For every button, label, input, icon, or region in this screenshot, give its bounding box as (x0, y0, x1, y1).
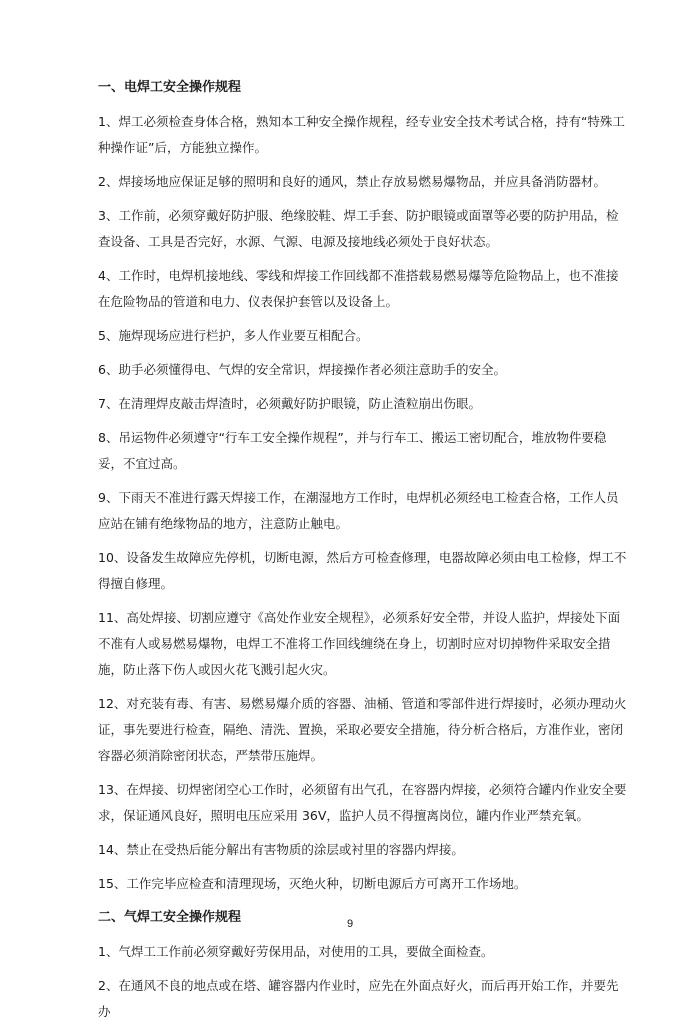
rule-item: 4、工作时，电焊机接地线、零线和焊接工作回线都不准搭载易燃易爆等危险物品上，也不准接在危险物品的管道和电力、仪表保护套管以及设备上。 (98, 268, 619, 309)
section-heading-gas-welding: 二、气焊工安全操作规程 (98, 910, 242, 925)
rule-item: 5、施焊现场应进行栏护，多人作业要互相配合。 (98, 328, 369, 343)
rule-item: 9、下雨天不准进行露天焊接工作，在潮湿地方工作时，电焊机必须经电工检查合格，工作人员应站在铺有绝缘物品的地方，注意防止触电。 (98, 490, 619, 531)
rule-item: 2、在通风不良的地点或在塔、罐容器内作业时，应先在外面点好火，而后再开始工作，并要先办 (98, 978, 619, 1019)
rule-item: 12、对充装有毒、有害、易燃易爆介质的容器、油桶、管道和零部件进行焊接时，必须办理动火证，事先要进行检查，隔绝、清洗、置换，采取必要安全措施，待分析合格后，方准作业，密闭容器必须消除密闭状态，严禁带压施焊。 (98, 696, 627, 763)
rule-item: 6、助手必须懂得电、气焊的安全常识，焊接操作者必须注意助手的安全。 (98, 362, 506, 377)
document-body (98, 75, 630, 1033)
rule-item: 15、工作完毕应检查和清理现场，灭绝火种，切断电源后方可离开工作场地。 (98, 876, 527, 891)
rule-item: 2、焊接场地应保证足够的照明和良好的通风，禁止存放易燃易爆物品，并应具备消防器材。 (98, 174, 606, 189)
rule-item: 10、设备发生故障应先停机，切断电源，然后方可检查修理，电器故障必须由电工检修，焊工不得擅自修理。 (98, 550, 627, 591)
rule-item: 7、在清理焊皮敲击焊渣时，必须戴好防护眼镜，防止渣粒崩出伤眼。 (98, 396, 481, 411)
page-number: 9 (346, 918, 354, 930)
section-heading-welding: 一、电焊工安全操作规程 (98, 80, 242, 95)
rule-item: 8、吊运物件必须遵守“行车工安全操作规程”，并与行车工、搬运工密切配合，堆放物件要稳妥，不宜过高。 (98, 430, 607, 471)
rule-item: 13、在焊接、切焊密闭空心工作时，必须留有出气孔，在容器内焊接，必须符合罐内作业安全要求，保证通风良好，照明电压应采用 36V，监护人员不得擅离岗位，罐内作业严禁充氧。 (98, 782, 627, 823)
rule-item: 1、气焊工工作前必须穿戴好劳保用品，对使用的工具，要做全面检查。 (98, 944, 494, 959)
rule-item: 1、焊工必须检查身体合格，熟知本工种安全操作规程，经专业安全技术考试合格，持有“特殊工种操作证”后，方能独立操作。 (98, 114, 625, 155)
rule-item: 14、禁止在受热后能分解出有害物质的涂层或衬里的容器内焊接。 (98, 842, 464, 857)
rule-item: 3、工作前，必须穿戴好防护服、绝缘胶鞋、焊工手套、防护眼镜或面罩等必要的防护用品，检查设备、工具是否完好，水源、气源、电源及接地线必须处于良好状态。 (98, 208, 619, 249)
rule-item: 11、高处焊接、切割应遵守《高处作业安全规程》，必须系好安全带，并设人监护，焊接处下面不准有人或易燃易爆物，电焊工不准将工作回线缠绕在身上，切割时应对切掉物件采取安全措施，防止落下伤人或因火花飞溅引起火灾。 (98, 610, 621, 677)
